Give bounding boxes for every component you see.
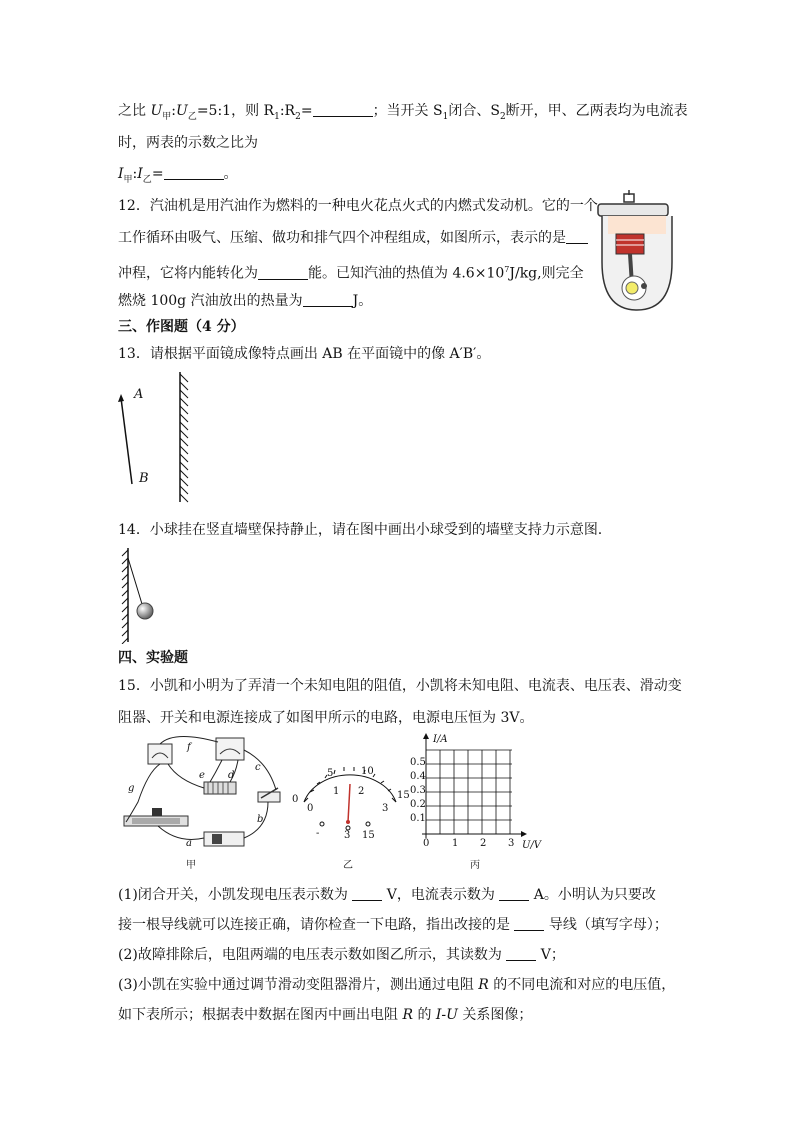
sub-jia: 甲 bbox=[123, 174, 133, 185]
dial-outer-15: 15 bbox=[397, 790, 410, 801]
sub-2: 2 bbox=[499, 111, 506, 122]
sub-1: 1 bbox=[442, 111, 449, 122]
symbol-r: R bbox=[478, 977, 489, 993]
answer-blank-current[interactable] bbox=[499, 886, 529, 901]
q15-text: 接一根导线就可以连接正确，请你检查一下电路，指出改接的是 bbox=[118, 917, 515, 933]
sub-2: 2 bbox=[295, 111, 301, 122]
q11-text: ；当开关 S bbox=[372, 103, 443, 119]
q15-part3-line2 bbox=[118, 1005, 532, 1025]
q15-text: A。小明认为只要改 bbox=[529, 887, 656, 903]
wire-label-d: d bbox=[228, 770, 235, 781]
answer-blank-heat[interactable] bbox=[303, 292, 353, 307]
q12-text: 能。已知汽油的热值为 4.6×10 bbox=[308, 265, 505, 282]
grid-xtick-1: 1 bbox=[452, 838, 459, 849]
answer-blank-stroke[interactable] bbox=[566, 229, 588, 244]
q13-text: 13．请根据平面镜成像特点画出 AB 在平面镜中的像 A′B′。 bbox=[118, 346, 491, 362]
q15-text: 如下表所示；根据表中数据在图丙中画出电阻 bbox=[118, 1007, 403, 1023]
q15-text: 的不同电流和对应的电压值， bbox=[488, 977, 676, 993]
symbol-iu: I-U bbox=[435, 1007, 458, 1023]
grid-xtick-3: 3 bbox=[508, 838, 515, 849]
dial-inner-1: 1 bbox=[333, 786, 340, 797]
wire-label-g: g bbox=[128, 783, 135, 794]
q11-text: 之比 bbox=[118, 103, 151, 119]
q15-text: (1)闭合开关，小凯发现电压表示数为 bbox=[118, 887, 353, 903]
sub-yi: 乙 bbox=[142, 174, 152, 185]
terminal-3: 3 bbox=[344, 830, 351, 841]
answer-blank-reading[interactable] bbox=[506, 946, 536, 961]
grid-xtick-0: 0 bbox=[423, 838, 430, 849]
dial-inner-3: 3 bbox=[382, 803, 389, 814]
grid-ytick-0.3: 0.3 bbox=[410, 785, 426, 796]
q15-part3-line1 bbox=[118, 975, 675, 995]
q12-line1: 12．汽油机是用汽油作为燃料的一种电火花点火式的内燃式发动机。它的一个 bbox=[118, 198, 598, 214]
q11-text: 断开，甲、乙两表均为电流表 bbox=[505, 103, 688, 119]
grid-ytick-0.2: 0.2 bbox=[410, 799, 426, 810]
wire-label-a: a bbox=[186, 838, 192, 849]
q12-line4 bbox=[118, 291, 372, 311]
dial-outer-0: 0 bbox=[292, 794, 299, 805]
q14-ball-figure bbox=[118, 548, 168, 644]
q12-line2 bbox=[118, 228, 588, 248]
dial-outer-5: 5 bbox=[327, 768, 334, 779]
symbol-u: U bbox=[176, 103, 188, 119]
sub-1: 1 bbox=[274, 111, 280, 122]
grid-ylabel: I/A bbox=[433, 734, 448, 745]
engine-figure bbox=[592, 190, 682, 315]
section-title-drawing: 三、作图题（4 分） bbox=[118, 319, 245, 335]
q11-text: :R bbox=[279, 103, 296, 119]
q12-text: 冲程，它将内能转化为 bbox=[118, 265, 258, 282]
dial-inner-2: 2 bbox=[358, 786, 365, 797]
q12-text: J。 bbox=[352, 293, 373, 309]
terminal-15: 15 bbox=[362, 830, 375, 841]
q15-text: V； bbox=[536, 947, 565, 963]
q12-text: J/kg,则完全 bbox=[509, 265, 584, 282]
grid-xtick-2: 2 bbox=[480, 838, 487, 849]
caption-bing: 丙 bbox=[470, 860, 480, 871]
label-b: B bbox=[139, 471, 149, 486]
iu-grid-figure-bing bbox=[408, 730, 548, 854]
grid-xlabel: U/V bbox=[522, 840, 542, 851]
q15-text: (2)故障排除后，电阻两端的电压表示数如图乙所示，其读数为 bbox=[118, 947, 507, 963]
q12-text: 燃烧 100g 汽油放出的热量为 bbox=[118, 293, 303, 309]
answer-blank-wire[interactable] bbox=[514, 916, 544, 931]
dial-outer-10: 10 bbox=[361, 766, 374, 777]
q15-text: (3)小凯在实验中通过调节滑动变阻器滑片，测出通过电阻 bbox=[118, 977, 479, 993]
q11-line2: 时，两表的示数之比为 bbox=[118, 135, 258, 151]
q15-text: 导线（填写字母）； bbox=[544, 917, 668, 933]
wire-label-c: c bbox=[255, 762, 261, 773]
circuit-figure-jia bbox=[118, 732, 288, 862]
q15-text: V，电流表示数为 bbox=[382, 887, 500, 903]
label-a: A bbox=[134, 387, 144, 402]
colon: : bbox=[132, 166, 138, 182]
q11-line3 bbox=[118, 164, 238, 190]
q15-text: 关系图像； bbox=[457, 1007, 533, 1023]
caption-yi: 乙 bbox=[343, 860, 353, 871]
q11-text: 。 bbox=[223, 166, 238, 182]
symbol-i: I bbox=[118, 166, 124, 182]
caption-jia: 甲 bbox=[186, 860, 196, 871]
q11-text: = bbox=[151, 166, 164, 182]
colon: : bbox=[171, 103, 176, 119]
wire-label-f: f bbox=[187, 742, 191, 753]
q11-text: = bbox=[300, 103, 313, 119]
q13-mirror-figure bbox=[118, 370, 198, 506]
q15-part1-line2 bbox=[118, 915, 668, 935]
q11-text: =5:1，则 R bbox=[196, 103, 275, 119]
sub-jia: 甲 bbox=[162, 111, 172, 122]
section-title-experiment: 四、实验题 bbox=[118, 650, 188, 666]
q12-line3 bbox=[118, 260, 584, 284]
q14-text: 14．小球挂在竖直墙壁保持静止，请在图中画出小球受到的墙壁支持力示意图. bbox=[118, 522, 603, 538]
answer-blank-voltage[interactable] bbox=[352, 886, 382, 901]
grid-ytick-0.4: 0.4 bbox=[410, 771, 426, 782]
symbol-i: I bbox=[137, 166, 143, 182]
grid-ytick-0.1: 0.1 bbox=[410, 813, 426, 824]
dial-inner-0: 0 bbox=[307, 803, 314, 814]
q11-line1 bbox=[118, 101, 688, 127]
terminal-minus: - bbox=[316, 828, 320, 839]
wire-label-e: e bbox=[199, 770, 205, 781]
symbol-u: U bbox=[150, 103, 163, 119]
voltmeter-dial-figure-yi bbox=[290, 760, 410, 840]
q11-text: 闭合、S bbox=[448, 103, 500, 119]
q15-part2 bbox=[118, 945, 565, 965]
wire-label-b: b bbox=[257, 814, 264, 825]
answer-blank-energy[interactable] bbox=[258, 265, 308, 280]
answer-blank-current-ratio[interactable] bbox=[164, 165, 224, 180]
q15-line1: 15．小凯和小明为了弄清一个未知电阻的阻值，小凯将未知电阻、电流表、电压表、滑动变 bbox=[118, 678, 682, 694]
q15-part1-line1 bbox=[118, 885, 656, 905]
q15-text: 的 bbox=[413, 1007, 436, 1023]
sub-yi: 乙 bbox=[187, 111, 197, 122]
q15-line2: 阻器、开关和电源连接成了如图甲所示的电路，电源电压恒为 3V。 bbox=[118, 710, 534, 726]
sup-7: 7 bbox=[504, 265, 510, 274]
q12-text: 工作循环由吸气、压缩、做功和排气四个冲程组成，如图所示，表示的是 bbox=[118, 230, 566, 246]
grid-ytick-0.5: 0.5 bbox=[410, 757, 426, 768]
answer-blank-r1r2[interactable] bbox=[313, 102, 373, 117]
symbol-r: R bbox=[402, 1007, 413, 1023]
